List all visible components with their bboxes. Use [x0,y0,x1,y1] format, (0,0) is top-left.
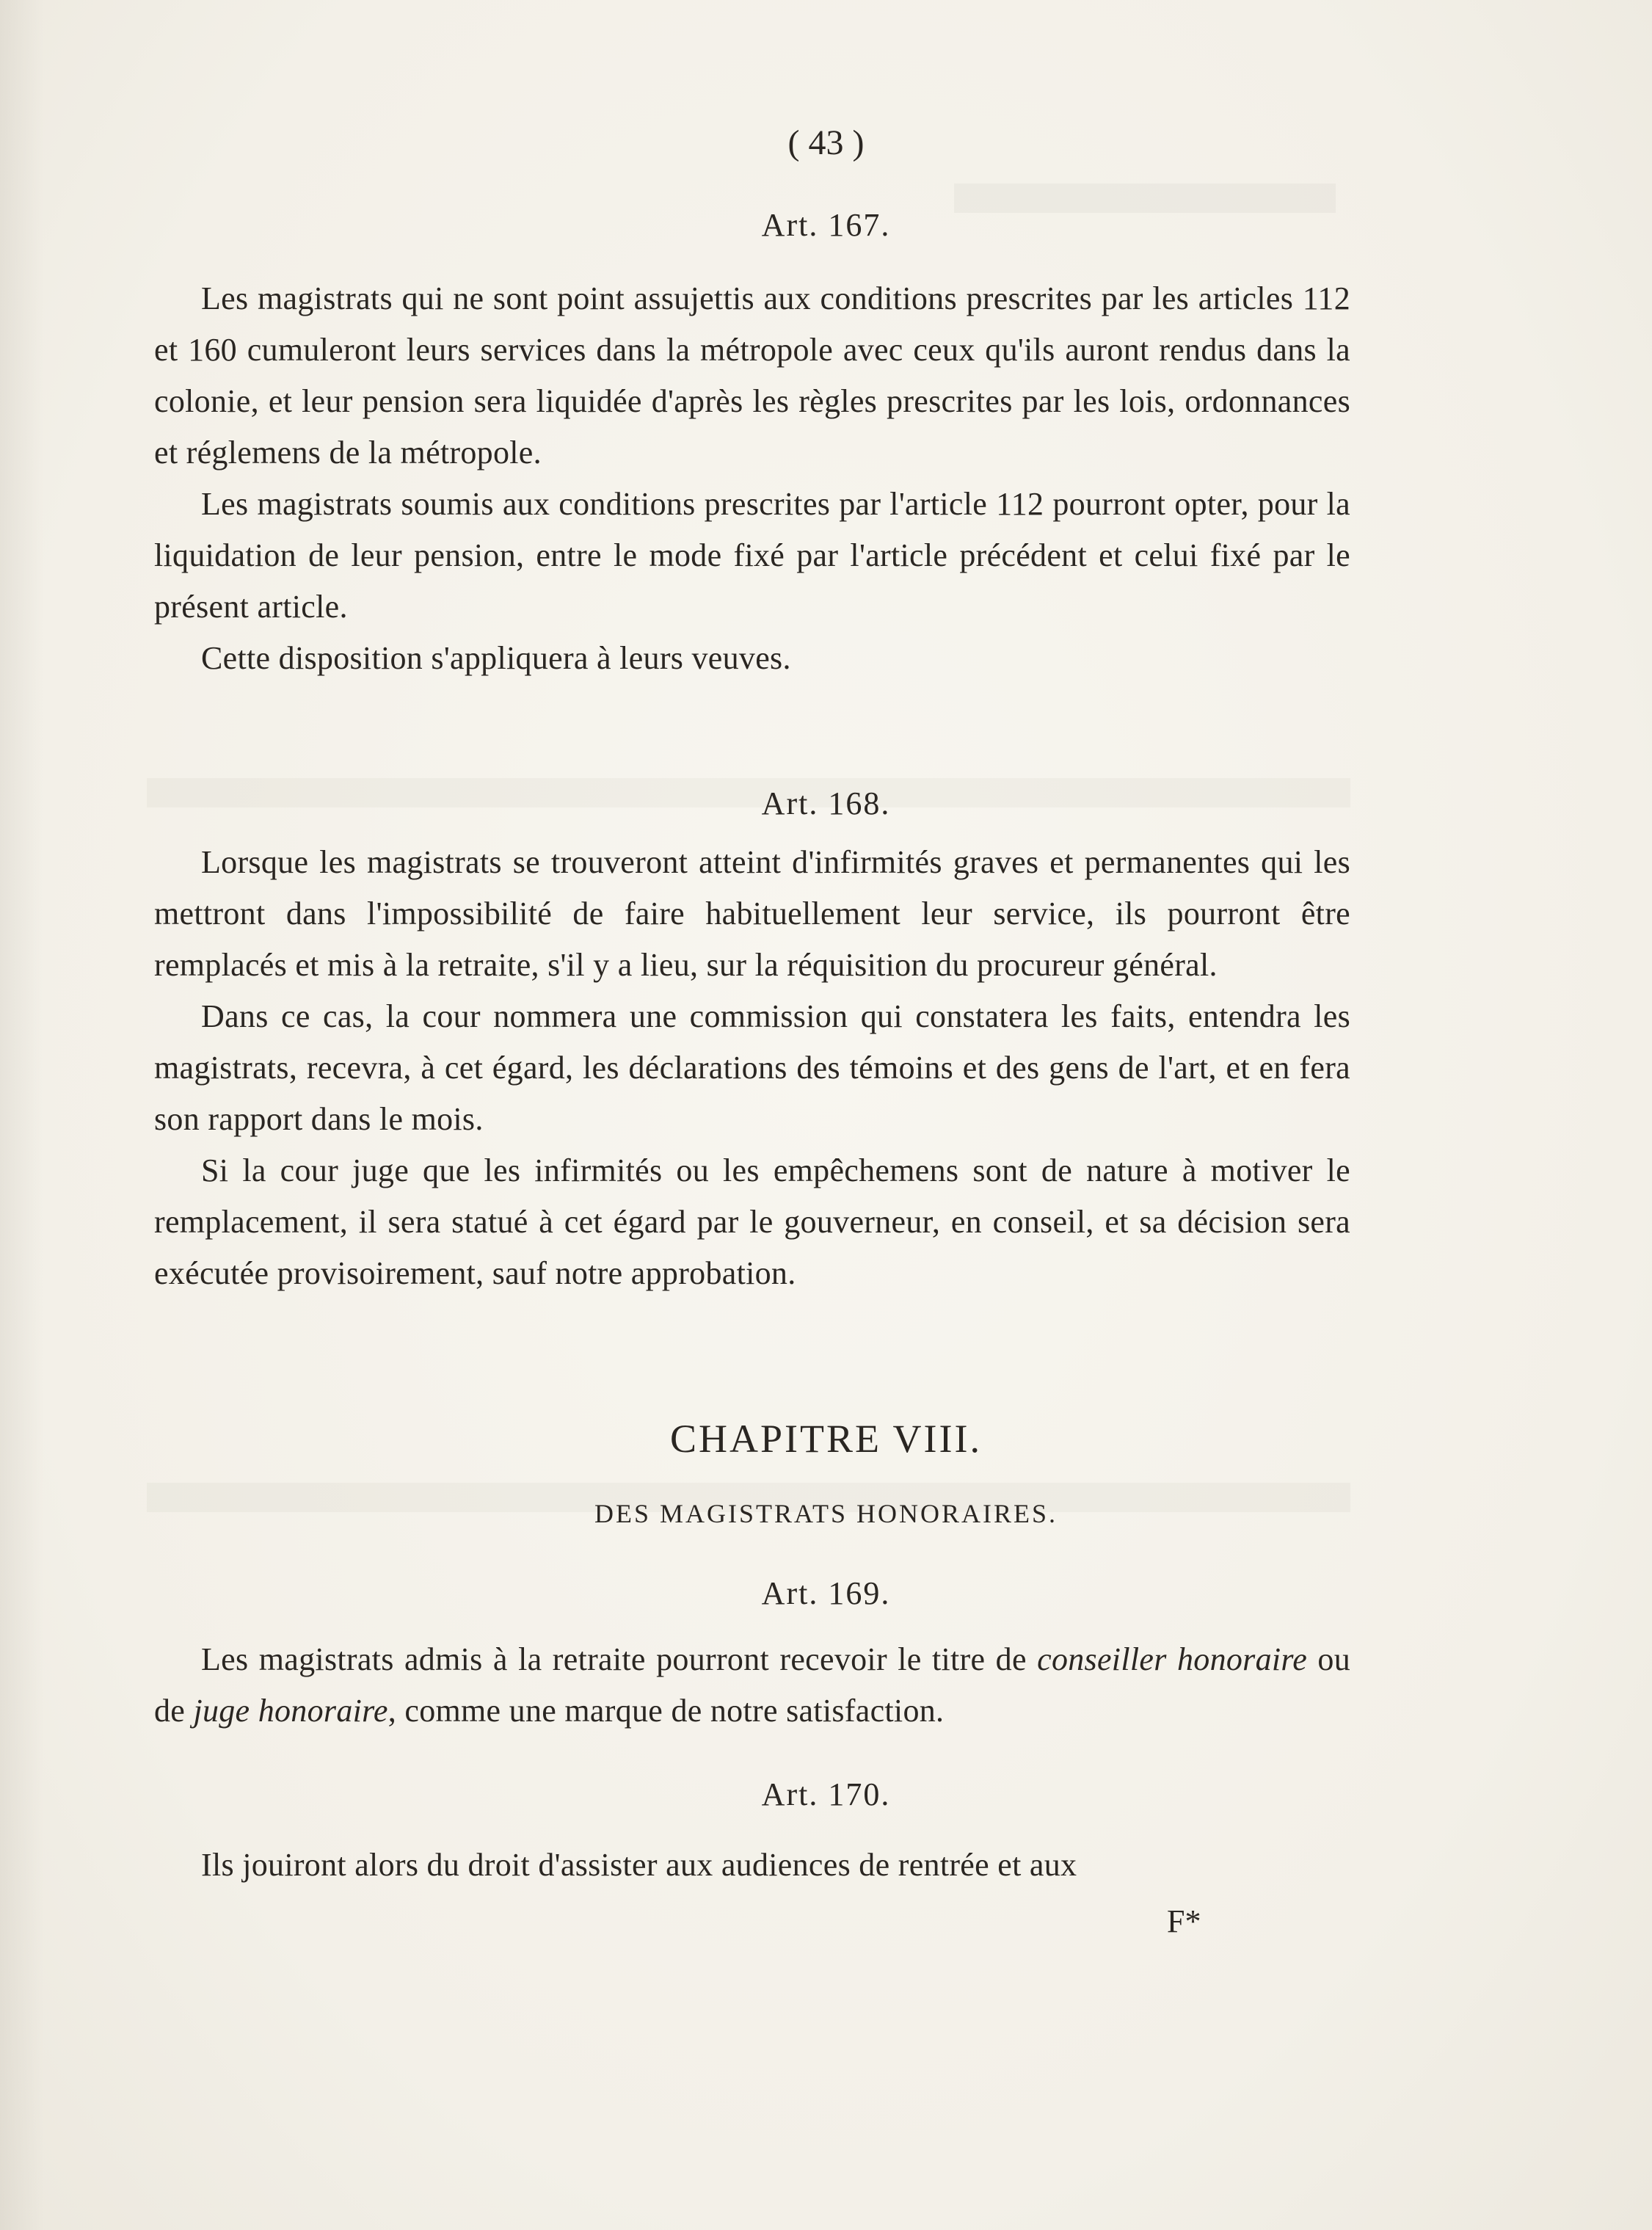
italic-title: juge honoraire [193,1693,388,1729]
article-170-body [154,1839,1350,1891]
paragraph: Si la cour juge que les infirmités ou les empêchemens sont de nature à motiver le remplacement, il sera statué à cet égard par le gouverneur, en conseil, et sa décision sera exécutée provisoirement, sauf notre approbation. [154,1152,1350,1291]
page-number: ( 43 ) [787,123,865,162]
article-heading-168: Art. 168. [761,785,891,821]
paragraph [154,1634,1350,1737]
italic-title: conseiller honoraire [1037,1641,1308,1677]
page-edge-shadow [0,0,44,2230]
article-heading-167: Art. 167. [761,207,891,243]
text-run: Les magistrats admis à la retraite pourront recevoir le titre de [201,1641,1038,1677]
chapter-subtitle: DES MAGISTRATS HONORAIRES. [594,1499,1058,1528]
article-heading-170: Art. 170. [761,1776,891,1812]
article-167-body [154,273,1350,684]
paragraph: Les magistrats soumis aux conditions prescrites par l'article 112 pourront opter, pour la liquidation de leur pension, entre le mode fixé par l'article précédent et celui fixé par le présent article. [154,486,1350,625]
text-run: ou de [154,1641,1350,1729]
text-run: , comme une marque de notre satisfaction. [387,1693,945,1729]
paragraph: Cette disposition s'appliquera à leurs veuves. [201,640,791,676]
signature-mark: F* [1167,1903,1201,1939]
article-heading-169: Art. 169. [761,1575,891,1611]
chapter-title: CHAPITRE VIII. [670,1417,982,1461]
paragraph: Ils jouiront alors du droit d'assister aux audiences de rentrée et aux [201,1847,1077,1883]
paragraph: Les magistrats qui ne sont point assujettis aux conditions prescrites par les articles 112 et 160 cumuleront leurs services dans la métropole avec ceux qu'ils auront rendus dans la colonie, et leur pension sera liquidée d'après les règles prescrites par les lois, ordonnances et réglemens de la métropole. [154,280,1350,471]
paragraph: Dans ce cas, la cour nommera une commission qui constatera les faits, entendra les magistrats, recevra, à cet égard, les déclarations des témoins et des gens de l'art, et en fera son rapport dans le mois. [154,998,1350,1137]
article-168-body [154,837,1350,1299]
article-169-body [154,1634,1350,1737]
paragraph: Lorsque les magistrats se trouveront atteint d'infirmités graves et permanentes qui les mettront dans l'impossibilité de faire habituellement leur service, ils pourront être remplacés et mis à la retraite, s'il y a lieu, sur la réquisition du procureur général. [154,844,1350,983]
